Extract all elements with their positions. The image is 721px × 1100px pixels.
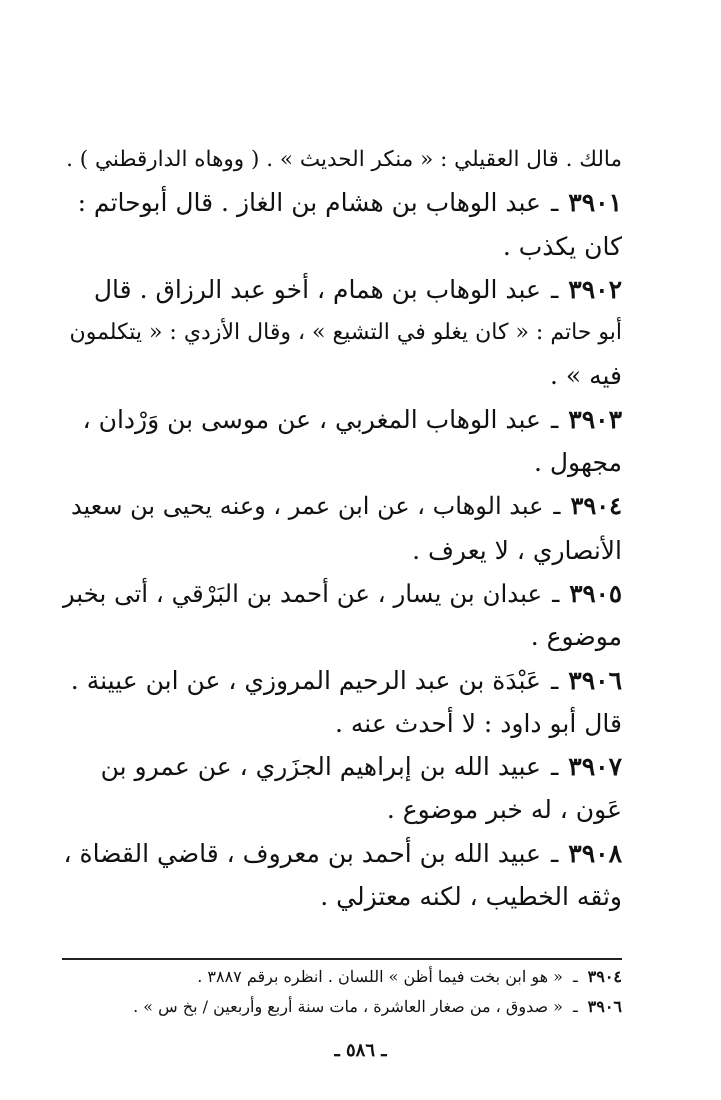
line-text: كان يكذب . <box>502 231 622 261</box>
entry-line <box>62 832 622 875</box>
line-text: مجهول . <box>533 448 622 478</box>
footnote-text: « صدوق ، من صغار العاشرة ، مات سنة أربع وأربعين / بخ س » . <box>133 997 563 1016</box>
entry-line <box>62 572 622 615</box>
text-line <box>62 441 622 484</box>
entry-dash: ـ <box>550 404 559 434</box>
entry-line <box>62 745 622 788</box>
entry-number: ٣٩٠٢ <box>568 274 622 304</box>
entry-number: ٣٩٠٦ <box>568 665 622 695</box>
line-text: عبيد الله بن أحمد بن معروف ، قاضي القضاة ، <box>63 838 541 868</box>
line-text: عبد الوهاب بن همام ، أخو عبد الرزاق . قال <box>93 274 541 304</box>
entry-number: ٣٩٠٣ <box>568 404 622 434</box>
entry-line <box>62 484 622 528</box>
text-line <box>62 875 622 918</box>
line-text: عبد الوهاب بن هشام بن الغاز . قال أبوحاتم : <box>77 188 541 218</box>
line-text: موضوع . <box>530 622 622 652</box>
line-text: وثقه الخطيب ، لكنه معتزلي . <box>320 882 622 912</box>
entry-dash: ـ <box>550 665 559 695</box>
entry-number: ٣٩٠٥ <box>569 578 622 608</box>
footnote-divider <box>62 958 622 960</box>
entry-dash: ـ <box>550 752 559 782</box>
footnote-number: ٣٩٠٦ <box>587 997 622 1016</box>
entry-dash: ـ <box>550 274 559 304</box>
line-text: عبد الوهاب المغربي ، عن موسى بن وَرْدان ، <box>82 404 541 434</box>
entry-line <box>62 398 622 441</box>
footnote-dash: ـ <box>572 997 578 1016</box>
entry-line <box>62 181 622 224</box>
footnote <box>62 962 622 992</box>
line-text: الأنصاري ، لا يعرف . <box>412 535 622 565</box>
line-text: عَون ، له خبر موضوع . <box>386 795 622 825</box>
text-line <box>62 788 622 831</box>
main-text <box>62 138 622 918</box>
footnotes <box>62 962 622 1022</box>
entry-dash: ـ <box>553 492 561 521</box>
line-text: عبيد الله بن إبراهيم الجزَري ، عن عمرو بن <box>100 752 541 782</box>
line-text: مالك . قال العقيلي : « منكر الحديث » . ( ووهاه الدارقطني ) . <box>66 147 622 172</box>
entry-line <box>62 659 622 702</box>
text-line <box>62 354 622 397</box>
text-line <box>62 615 622 658</box>
text-line <box>62 225 622 268</box>
text-line <box>62 529 622 572</box>
entry-number: ٣٩٠٤ <box>570 491 622 521</box>
text-line <box>62 311 622 354</box>
entry-number: ٣٩٠٨ <box>568 838 622 868</box>
text-line <box>62 138 622 181</box>
page-number: ـ ٥٨٦ ـ <box>334 1040 387 1061</box>
line-text: عبد الوهاب ، عن ابن عمر ، وعنه يحيى بن سعيد <box>70 492 544 521</box>
footnote-text: « هو ابن بخت فيما أظن » اللسان . انظره برقم ٣٨٨٧ . <box>197 967 563 986</box>
entry-line <box>62 268 622 311</box>
line-text: فيه » . <box>549 361 622 391</box>
footnote <box>62 992 622 1022</box>
entry-number: ٣٩٠٧ <box>568 752 622 782</box>
line-text: أبو حاتم : « كان يغلو في التشيع » ، وقال الأزدي : « يتكلمون <box>69 320 622 346</box>
entry-dash: ـ <box>550 838 559 868</box>
footnote-dash: ـ <box>572 967 578 986</box>
entry-dash: ـ <box>552 578 560 608</box>
footnote-number: ٣٩٠٤ <box>587 967 622 986</box>
line-text: عبدان بن يسار ، عن أحمد بن البَرْقي ، أتى بخبر <box>62 578 543 608</box>
line-text: قال أبو داود : لا أحدث عنه . <box>334 708 622 738</box>
entry-dash: ـ <box>550 188 559 218</box>
line-text: عَبْدَة بن عبد الرحيم المروزي ، عن ابن عيينة . <box>70 665 541 695</box>
text-line <box>62 702 622 745</box>
entry-number: ٣٩٠١ <box>568 188 622 218</box>
